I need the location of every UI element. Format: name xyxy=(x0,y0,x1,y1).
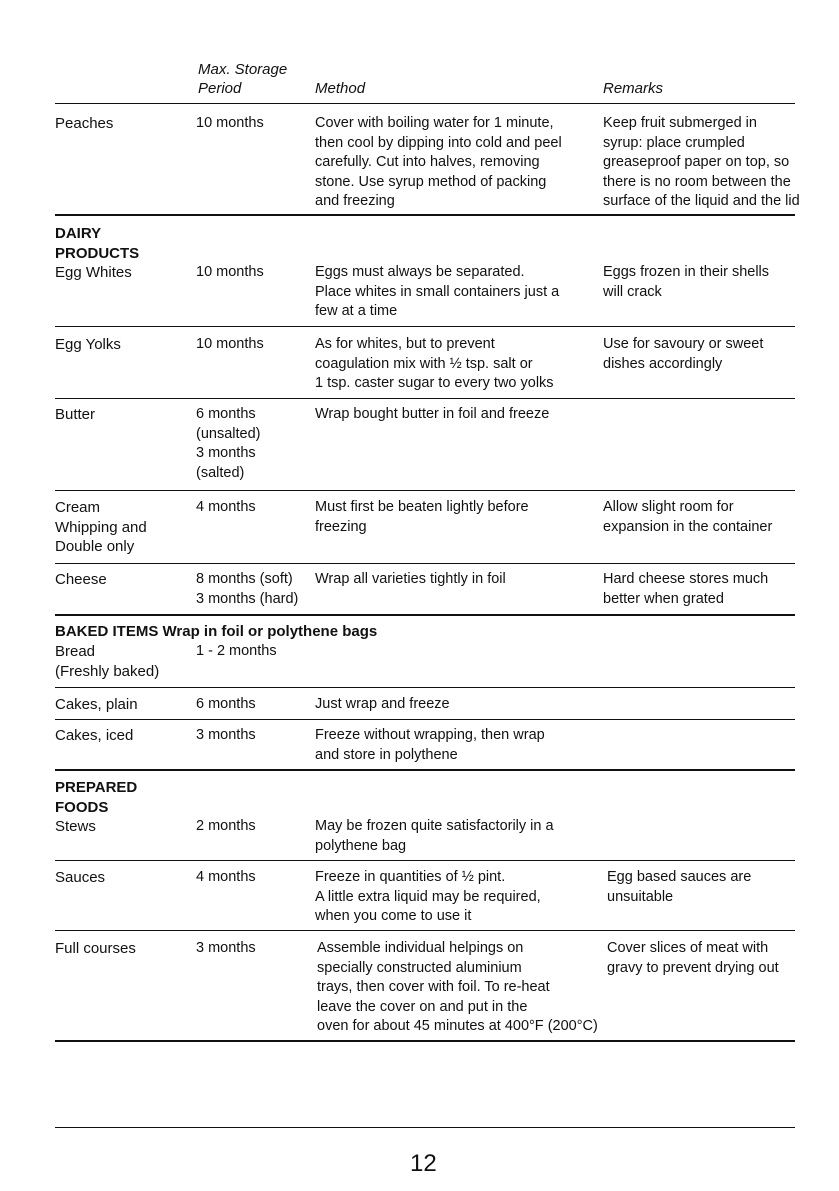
remarks-line: there is no room between the xyxy=(603,173,791,190)
period-cheese xyxy=(196,570,298,609)
method-line: Wrap all varieties tightly in foil xyxy=(315,571,506,587)
row-label-stews: Stews xyxy=(55,818,96,835)
header-storage xyxy=(198,60,287,98)
method-line: 1 tsp. caster sugar to every two yolks xyxy=(315,375,554,391)
row-label-line: Whipping and xyxy=(55,518,147,536)
method-line: and freezing xyxy=(315,193,395,209)
method-full-courses xyxy=(317,939,598,1037)
method-line: May be frozen quite satisfactorily in a xyxy=(315,818,554,834)
method-line: coagulation mix with ½ tsp. salt or xyxy=(315,355,533,372)
row-rule xyxy=(55,719,795,720)
remarks-egg-whites xyxy=(603,263,769,302)
method-line: Cover with boiling water for 1 minute, xyxy=(315,115,554,131)
period-line: 10 months xyxy=(196,115,264,131)
section-rule xyxy=(55,769,795,771)
period-egg-whites xyxy=(196,263,264,283)
row-rule xyxy=(55,860,795,861)
method-egg-whites xyxy=(315,263,559,322)
method-line: Assemble individual helpings on xyxy=(317,940,524,956)
method-cream xyxy=(315,498,529,537)
method-line: Must first be beaten lightly before xyxy=(315,499,529,515)
method-sauces xyxy=(315,868,541,927)
row-label-cheese: Cheese xyxy=(55,571,107,588)
period-cakes-plain xyxy=(196,695,256,715)
period-butter xyxy=(196,405,260,483)
section-heading-baked: BAKED ITEMS Wrap in foil or polythene bags xyxy=(55,623,378,640)
method-line: trays, then cover with foil. To re-heat xyxy=(317,979,550,995)
period-line: 10 months xyxy=(196,264,264,280)
period-line: 10 months xyxy=(196,336,264,352)
period-line: 2 months xyxy=(196,818,256,834)
method-line: As for whites, but to prevent xyxy=(315,336,495,352)
section-heading-line: PRODUCTS xyxy=(55,244,140,262)
header-method: Method xyxy=(315,80,366,97)
period-line: 6 months xyxy=(196,696,256,712)
remarks-line: dishes accordingly xyxy=(603,355,723,372)
method-egg-yolks xyxy=(315,335,554,394)
period-sauces xyxy=(196,868,256,888)
section-heading-line: PREPARED xyxy=(55,779,138,796)
method-line: Just wrap and freeze xyxy=(315,696,450,712)
method-line: leave the cover on and put in the xyxy=(317,998,528,1015)
remarks-line: Cover slices of meat with xyxy=(607,940,769,956)
row-label-line: Double only xyxy=(55,538,135,555)
method-line: stone. Use syrup method of packing xyxy=(315,173,547,190)
method-line: few at a time xyxy=(315,303,398,319)
period-line: 3 months xyxy=(196,727,256,743)
remarks-line: better when grated xyxy=(603,590,724,607)
period-bread xyxy=(196,642,277,662)
remarks-line: unsuitable xyxy=(607,888,674,905)
row-label-cream xyxy=(55,498,147,557)
remarks-cream xyxy=(603,498,772,537)
method-line: freezing xyxy=(315,518,367,535)
method-cheese xyxy=(315,570,506,590)
row-label-cakes-plain: Cakes, plain xyxy=(55,696,138,713)
period-full-courses xyxy=(196,939,256,959)
header-remarks: Remarks xyxy=(603,80,664,97)
section-rule xyxy=(55,1040,795,1042)
footer-rule xyxy=(55,1127,795,1128)
method-line: and store in polythene xyxy=(315,746,458,763)
row-rule xyxy=(55,563,795,564)
row-rule xyxy=(55,398,795,399)
section-heading-dairy xyxy=(55,224,139,263)
row-rule xyxy=(55,930,795,931)
row-rule xyxy=(55,490,795,491)
header-storage-line2: Period xyxy=(198,80,242,97)
row-label-cakes-iced: Cakes, iced xyxy=(55,727,134,744)
header-rule xyxy=(55,103,795,104)
method-cakes-iced xyxy=(315,726,545,765)
remarks-line: will crack xyxy=(603,283,662,300)
remarks-full-courses xyxy=(607,939,779,978)
method-stews xyxy=(315,817,554,856)
method-line: Place whites in small containers just a xyxy=(315,283,560,300)
remarks-line: Eggs frozen in their shells xyxy=(603,264,770,280)
period-line: 3 months xyxy=(196,940,256,956)
remarks-line: greaseproof paper on top, so xyxy=(603,154,790,170)
method-butter xyxy=(315,405,549,425)
method-line: polythene bag xyxy=(315,837,407,854)
row-label-sauces: Sauces xyxy=(55,869,106,886)
remarks-line: surface of the liquid and the lid xyxy=(603,193,800,209)
remarks-line: Hard cheese stores much xyxy=(603,571,769,587)
row-rule xyxy=(55,687,795,688)
remarks-line: Egg based sauces are xyxy=(607,869,752,885)
method-line: Freeze in quantities of ½ pint. xyxy=(315,869,506,885)
remarks-line: syrup: place crumpled xyxy=(603,134,745,151)
method-cakes-plain xyxy=(315,695,450,715)
method-line: oven for about 45 minutes at 400°F (200°C) xyxy=(317,1018,598,1034)
row-label-egg-yolks: Egg Yolks xyxy=(55,336,121,353)
period-line: 3 months xyxy=(196,445,256,461)
method-peaches xyxy=(315,114,562,212)
period-peaches xyxy=(196,114,264,134)
method-line: Wrap bought butter in foil and freeze xyxy=(315,406,550,422)
page-number: 12 xyxy=(410,1150,437,1177)
remarks-egg-yolks xyxy=(603,335,763,374)
row-label-line: Bread xyxy=(55,643,96,660)
row-label-egg-whites: Egg Whites xyxy=(55,264,132,281)
method-line: then cool by dipping into cold and peel xyxy=(315,134,562,151)
row-label-full-courses: Full courses xyxy=(55,940,136,957)
period-line: 1 - 2 months xyxy=(196,643,277,659)
period-stews xyxy=(196,817,256,837)
period-line: 6 months xyxy=(196,406,256,422)
period-line: 3 months (hard) xyxy=(196,590,299,607)
period-line: 8 months (soft) xyxy=(196,571,293,587)
method-line: carefully. Cut into halves, removing xyxy=(315,154,540,170)
section-rule xyxy=(55,614,795,616)
row-label-bread xyxy=(55,642,159,681)
method-line: specially constructed aluminium xyxy=(317,959,522,976)
remarks-line: Allow slight room for xyxy=(603,499,734,515)
period-egg-yolks xyxy=(196,335,264,355)
period-line: (salted) xyxy=(196,464,245,481)
header-storage-line1: Max. Storage xyxy=(198,61,288,78)
method-line: Freeze without wrapping, then wrap xyxy=(315,727,545,743)
remarks-line: gravy to prevent drying out xyxy=(607,959,779,976)
period-line: (unsalted) xyxy=(196,425,261,442)
remarks-line: Use for savoury or sweet xyxy=(603,336,764,352)
method-line: A little extra liquid may be required, xyxy=(315,888,541,905)
method-line: Eggs must always be separated. xyxy=(315,264,525,280)
remarks-peaches xyxy=(603,114,800,212)
period-cream xyxy=(196,498,256,518)
period-cakes-iced xyxy=(196,726,256,746)
row-label-peaches: Peaches xyxy=(55,115,114,132)
remarks-cheese xyxy=(603,570,768,609)
row-label-butter: Butter xyxy=(55,406,96,423)
period-line: 4 months xyxy=(196,869,256,885)
section-heading-line: FOODS xyxy=(55,798,109,816)
remarks-line: expansion in the container xyxy=(603,518,773,535)
remarks-line: Keep fruit submerged in xyxy=(603,115,757,131)
remarks-sauces xyxy=(607,868,751,907)
section-heading-prepared xyxy=(55,778,137,817)
row-label-line: (Freshly baked) xyxy=(55,662,160,680)
row-rule xyxy=(55,326,795,327)
section-heading-line: DAIRY xyxy=(55,225,102,242)
period-line: 4 months xyxy=(196,499,256,515)
section-rule xyxy=(55,214,795,216)
row-label-line: Cream xyxy=(55,499,101,516)
method-line: when you come to use it xyxy=(315,908,472,924)
